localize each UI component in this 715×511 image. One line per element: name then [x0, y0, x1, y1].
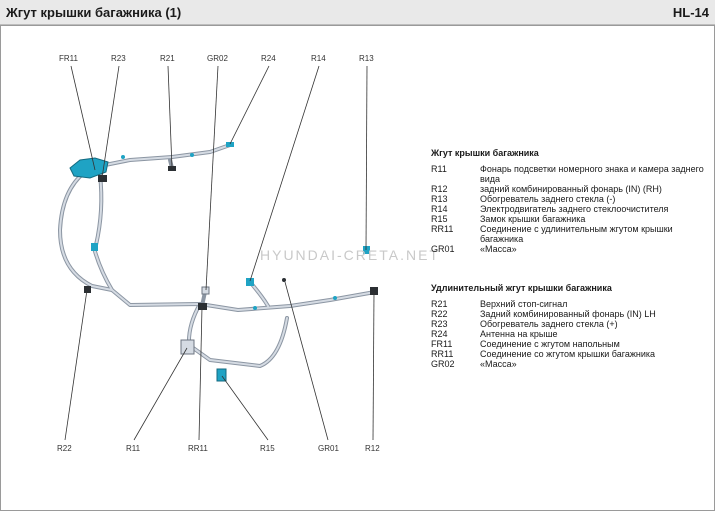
legend-desc: Верхний стоп-сигнал — [480, 299, 568, 309]
legend-code: R21 — [431, 299, 448, 309]
label-r12: R12 — [365, 444, 380, 453]
clip — [253, 306, 257, 310]
label-r13: R13 — [359, 54, 374, 63]
legend-row — [431, 339, 710, 349]
clip — [121, 155, 125, 159]
legend-row — [431, 319, 710, 329]
legend-trunk-harness — [431, 148, 710, 254]
legend-row — [431, 329, 710, 339]
legend-code: GR01 — [431, 244, 455, 254]
legend-row — [431, 349, 710, 359]
legend-row — [431, 359, 710, 369]
label-rr11: RR11 — [188, 444, 208, 453]
legend-code: R15 — [431, 214, 448, 224]
legend-extension-harness — [431, 283, 710, 369]
legend-row — [431, 184, 710, 194]
legend-code: R12 — [431, 184, 448, 194]
legend-desc: Обогреватель заднего стекла (+) — [480, 319, 618, 329]
legend-desc: задний комбинированный фонарь (IN) (RH) — [480, 184, 662, 194]
clip — [190, 153, 194, 157]
clip — [333, 296, 337, 300]
page-code: HL-14 — [672, 5, 709, 20]
legend-desc: Электродвигатель заднего стеклоочистителя — [480, 204, 669, 214]
legend-row — [431, 164, 710, 184]
legend-desc: Фонарь подсветки номерного знака и камера заднего вида — [480, 164, 704, 184]
label-r14: R14 — [311, 54, 326, 63]
legend-code: FR11 — [431, 339, 453, 349]
legend-extension-title: Удлинительный жгут крышки багажника — [431, 283, 612, 293]
legend-code: R22 — [431, 309, 448, 319]
legend-row — [431, 309, 710, 319]
label-r15: R15 — [260, 444, 275, 453]
legend-desc: Соединение с удлинительным жгутом крышки багажника — [480, 224, 673, 244]
r23-side-connector — [91, 243, 98, 251]
legend-row — [431, 204, 710, 214]
legend-desc: «Масса» — [480, 359, 517, 369]
legend-code: RR11 — [431, 349, 454, 359]
label-gr02: GR02 — [207, 54, 228, 63]
legend-desc: Обогреватель заднего стекла (-) — [480, 194, 616, 204]
label-r24: R24 — [261, 54, 276, 63]
legend-code: R23 — [431, 319, 448, 329]
legend-row — [431, 214, 710, 224]
label-r21: R21 — [160, 54, 175, 63]
legend-desc: «Масса» — [480, 244, 517, 254]
r24-connector — [226, 142, 234, 147]
label-r22: R22 — [57, 444, 72, 453]
legend-code: R14 — [431, 204, 448, 214]
legend-desc: Соединение со жгутом крышки багажника — [480, 349, 655, 359]
watermark: HYUNDAI-CRETA.NET — [260, 247, 440, 263]
legend-code: RR11 — [431, 224, 454, 234]
legend-row — [431, 299, 710, 309]
legend-desc: Соединение с жгутом напольным — [480, 339, 620, 349]
legend-code: R24 — [431, 329, 448, 339]
legend-row — [431, 194, 710, 204]
rr11-connector — [198, 303, 207, 310]
legend-code: R11 — [431, 164, 447, 174]
top-labels — [59, 54, 374, 63]
legend-trunk-title: Жгут крышки багажника — [431, 148, 539, 158]
bottom-labels — [57, 444, 380, 453]
legend-desc: Замок крышки багажника — [480, 214, 586, 224]
gr01-terminal — [282, 278, 286, 282]
label-gr01: GR01 — [318, 444, 339, 453]
label-r23: R23 — [111, 54, 126, 63]
legend-desc: Задний комбинированный фонарь (IN) LH — [480, 309, 656, 319]
r14-connector — [246, 278, 254, 286]
legend-row — [431, 224, 710, 244]
gr02-connector — [202, 287, 209, 294]
label-fr11: FR11 — [59, 54, 78, 63]
legend-code: R13 — [431, 194, 448, 204]
legend-desc: Антенна на крыше — [480, 329, 558, 339]
label-r11: R11 — [126, 444, 141, 453]
r11-connector — [181, 340, 194, 354]
page-title: Жгут крышки багажника (1) — [6, 5, 182, 20]
r22-connector — [84, 286, 91, 293]
legend-code: GR02 — [431, 359, 455, 369]
legend-row — [431, 244, 710, 254]
